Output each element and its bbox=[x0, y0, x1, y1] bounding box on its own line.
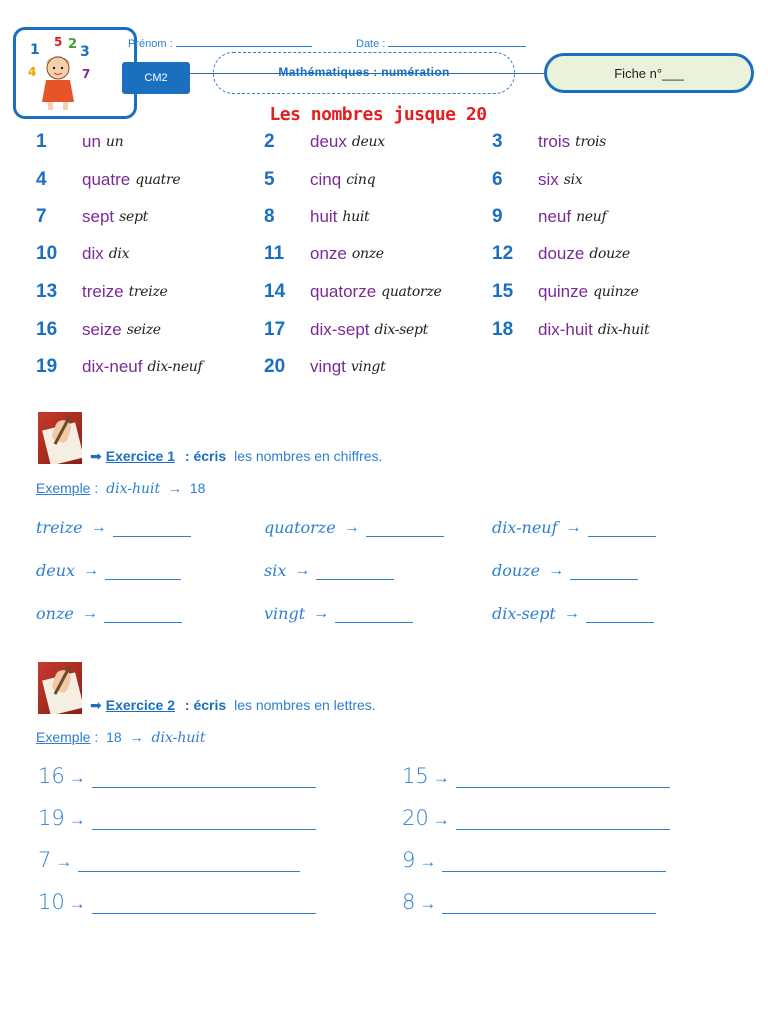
number-word-cursive: deux bbox=[351, 134, 385, 150]
number-digit: 17 bbox=[264, 319, 286, 340]
exercise1-colon: : bbox=[184, 448, 190, 464]
exercise1-question bbox=[264, 561, 394, 580]
exercise1-question bbox=[36, 518, 191, 537]
number-word-cursive: sept bbox=[119, 209, 148, 225]
number-entry bbox=[264, 167, 375, 193]
arrow-right-icon: → bbox=[129, 729, 144, 745]
arrow-right-icon: → bbox=[55, 852, 73, 871]
svg-text:4: 4 bbox=[28, 65, 37, 79]
exercise1-question bbox=[264, 604, 413, 623]
arrow-right-icon: → bbox=[90, 519, 107, 536]
number-word-cursive: huit bbox=[342, 209, 370, 225]
number-word: onze bbox=[310, 244, 347, 263]
subject-banner bbox=[213, 52, 515, 94]
answer-blank[interactable] bbox=[316, 565, 394, 580]
level-badge: CM2 bbox=[122, 62, 190, 94]
answer-blank[interactable] bbox=[570, 565, 638, 580]
number-entry bbox=[36, 354, 202, 380]
number-entry bbox=[264, 279, 442, 305]
number-entry bbox=[264, 354, 385, 380]
exercise2-colon: : bbox=[184, 697, 190, 713]
exercise2-question bbox=[402, 764, 670, 788]
example-label: Exemple bbox=[36, 729, 91, 745]
fiche-number-box bbox=[544, 53, 754, 93]
number-entry bbox=[492, 241, 630, 267]
number-entry bbox=[492, 279, 638, 305]
number-word: sept bbox=[82, 207, 115, 226]
svg-text:1: 1 bbox=[30, 42, 40, 58]
prenom-field[interactable] bbox=[128, 36, 312, 50]
number-entry bbox=[36, 241, 129, 267]
date-field[interactable] bbox=[356, 36, 526, 50]
number-entry bbox=[264, 241, 384, 267]
number-digit: 18 bbox=[492, 319, 514, 340]
number-word-cursive: dix bbox=[108, 246, 130, 262]
number-digit: 16 bbox=[36, 319, 58, 340]
arrow-right-icon: → bbox=[563, 605, 580, 622]
number-word-cursive: dix-sept bbox=[374, 322, 429, 338]
question-number: 16 bbox=[38, 764, 65, 788]
exercise2-question bbox=[38, 806, 316, 830]
number-word: neuf bbox=[538, 207, 572, 226]
arrow-right-icon: → bbox=[68, 810, 86, 829]
number-word-cursive: trois bbox=[575, 134, 607, 150]
question-number: 19 bbox=[38, 806, 65, 830]
exercise1-question bbox=[492, 561, 638, 580]
number-word: treize bbox=[82, 282, 124, 301]
question-number: 8 bbox=[402, 890, 416, 914]
arrow-right-icon: → bbox=[419, 852, 437, 871]
question-word: deux bbox=[36, 561, 76, 580]
answer-blank[interactable] bbox=[586, 608, 654, 623]
number-word: dix-huit bbox=[538, 320, 593, 339]
question-number: 7 bbox=[38, 848, 52, 872]
number-word: huit bbox=[310, 207, 338, 226]
exercise2-example: Exemple : 18 → dix-huit bbox=[36, 729, 206, 746]
svg-text:3: 3 bbox=[80, 44, 90, 60]
exercise1-question bbox=[492, 604, 654, 623]
number-digit: 3 bbox=[492, 131, 503, 152]
exercise1-label: Exercice 1 bbox=[105, 448, 176, 464]
question-word: vingt bbox=[264, 604, 306, 623]
answer-blank[interactable] bbox=[92, 813, 316, 830]
number-digit: 9 bbox=[492, 206, 503, 227]
number-word-cursive: treize bbox=[128, 284, 168, 300]
prenom-label: Prénom : bbox=[128, 38, 173, 50]
number-word-cursive: douze bbox=[589, 246, 630, 262]
number-digit: 11 bbox=[264, 243, 285, 264]
exercise1-question bbox=[36, 604, 182, 623]
number-entry bbox=[492, 129, 606, 155]
number-word-cursive: neuf bbox=[576, 209, 607, 225]
number-entry bbox=[492, 204, 606, 230]
example-answer: dix-huit bbox=[151, 730, 206, 746]
answer-blank[interactable] bbox=[456, 771, 670, 788]
arrow-right-icon: → bbox=[419, 894, 437, 913]
answer-blank[interactable] bbox=[92, 897, 316, 914]
answer-blank[interactable] bbox=[92, 771, 316, 788]
arrow-right-icon: ➡ bbox=[90, 448, 102, 464]
number-entry bbox=[264, 317, 428, 343]
number-entry bbox=[492, 167, 582, 193]
subject-title: Mathématiques : numération bbox=[278, 65, 450, 79]
svg-text:2: 2 bbox=[68, 37, 78, 52]
number-word: vingt bbox=[310, 357, 346, 376]
exercise1-question bbox=[264, 518, 444, 537]
number-word-cursive: dix-neuf bbox=[147, 359, 203, 375]
number-word: quatre bbox=[82, 170, 131, 189]
arrow-right-icon: → bbox=[68, 768, 86, 787]
number-word: un bbox=[82, 132, 101, 151]
number-word-cursive: vingt bbox=[350, 359, 386, 375]
arrow-right-icon: → bbox=[565, 519, 582, 536]
number-word: deux bbox=[310, 132, 347, 151]
date-label: Date : bbox=[356, 38, 386, 50]
exercise2-question bbox=[38, 890, 316, 914]
number-entry bbox=[36, 317, 161, 343]
question-word: dix-sept bbox=[492, 604, 556, 623]
arrow-right-icon: → bbox=[83, 562, 100, 579]
arrow-right-icon: → bbox=[81, 605, 98, 622]
number-digit: 2 bbox=[264, 131, 275, 152]
number-digit: 4 bbox=[36, 169, 47, 190]
number-digit: 19 bbox=[36, 356, 58, 377]
number-word-cursive: seize bbox=[126, 322, 161, 338]
answer-blank[interactable] bbox=[104, 608, 182, 623]
exercise2-label: Exercice 2 bbox=[105, 697, 176, 713]
exercise1-question bbox=[492, 518, 656, 537]
number-entry bbox=[492, 317, 649, 343]
number-digit: 7 bbox=[36, 206, 47, 227]
question-word: six bbox=[264, 561, 287, 580]
number-entry bbox=[264, 204, 369, 230]
answer-blank[interactable] bbox=[456, 813, 670, 830]
number-digit: 6 bbox=[492, 169, 503, 190]
question-word: douze bbox=[492, 561, 541, 580]
exercise2-question bbox=[38, 764, 316, 788]
number-digit: 8 bbox=[264, 206, 275, 227]
question-word: treize bbox=[36, 518, 83, 537]
number-word-cursive: quinze bbox=[593, 284, 639, 300]
question-word: dix-neuf bbox=[492, 518, 558, 537]
date-blank[interactable] bbox=[388, 36, 526, 47]
example-number: 18 bbox=[106, 729, 122, 745]
number-entry bbox=[36, 129, 123, 155]
answer-blank[interactable] bbox=[366, 522, 444, 537]
question-number: 10 bbox=[38, 890, 65, 914]
exercise1-question bbox=[36, 561, 181, 580]
number-word: seize bbox=[82, 320, 122, 339]
exercise2-question bbox=[402, 806, 670, 830]
number-word-cursive: quatorze bbox=[381, 284, 442, 300]
arrow-right-icon: → bbox=[432, 810, 450, 829]
answer-blank[interactable] bbox=[78, 855, 300, 872]
exercise2-question bbox=[402, 848, 666, 872]
number-word-cursive: dix-huit bbox=[597, 322, 650, 338]
arrow-right-icon: → bbox=[294, 562, 311, 579]
answer-blank[interactable] bbox=[113, 522, 191, 537]
exercise2-question bbox=[38, 848, 300, 872]
number-entry bbox=[264, 129, 385, 155]
number-digit: 20 bbox=[264, 356, 286, 377]
number-digit: 15 bbox=[492, 281, 514, 302]
number-digit: 12 bbox=[492, 243, 514, 264]
number-word: dix-sept bbox=[310, 320, 370, 339]
example-label: Exemple bbox=[36, 480, 91, 496]
arrow-right-icon: → bbox=[168, 480, 182, 496]
writing-hand-icon bbox=[38, 662, 82, 714]
number-word-cursive: quatre bbox=[135, 172, 181, 188]
number-word-cursive: un bbox=[105, 134, 124, 150]
number-word: quinze bbox=[538, 282, 589, 301]
prenom-blank[interactable] bbox=[176, 36, 312, 47]
number-digit: 14 bbox=[264, 281, 286, 302]
exercise2-text: les nombres en lettres. bbox=[234, 697, 376, 713]
exercise2-verb: écris bbox=[193, 697, 227, 713]
question-word: onze bbox=[36, 604, 74, 623]
number-word: trois bbox=[538, 132, 571, 151]
arrow-right-icon: → bbox=[548, 562, 565, 579]
exercise1-verb: écris bbox=[193, 448, 227, 464]
answer-blank[interactable] bbox=[442, 897, 656, 914]
number-digit: 5 bbox=[264, 169, 275, 190]
number-word: six bbox=[538, 170, 559, 189]
number-word: dix bbox=[82, 244, 104, 263]
example-word: dix-huit bbox=[106, 481, 161, 497]
number-entry bbox=[36, 279, 168, 305]
number-word: dix-neuf bbox=[82, 357, 143, 376]
number-word-cursive: cinq bbox=[346, 172, 376, 188]
number-digit: 1 bbox=[36, 131, 47, 152]
writing-hand-icon bbox=[38, 412, 82, 464]
arrow-right-icon: → bbox=[313, 605, 330, 622]
svg-text:5: 5 bbox=[54, 35, 63, 49]
exercise1-text: les nombres en chiffres. bbox=[234, 448, 383, 464]
number-word-cursive: six bbox=[563, 172, 583, 188]
arrow-right-icon: → bbox=[343, 519, 360, 536]
question-number: 15 bbox=[402, 764, 429, 788]
answer-blank[interactable] bbox=[588, 522, 656, 537]
arrow-right-icon: → bbox=[432, 768, 450, 787]
fiche-label: Fiche n°___ bbox=[614, 65, 684, 81]
example-answer: 18 bbox=[189, 480, 206, 496]
question-word: quatorze bbox=[264, 518, 336, 537]
number-word: quatorze bbox=[310, 282, 377, 301]
number-digit: 10 bbox=[36, 243, 58, 264]
number-digit: 13 bbox=[36, 281, 58, 302]
answer-blank[interactable] bbox=[442, 855, 666, 872]
question-number: 9 bbox=[402, 848, 416, 872]
answer-blank[interactable] bbox=[105, 565, 181, 580]
page-title: Les nombres jusque 20 bbox=[269, 104, 487, 125]
arrow-right-icon: → bbox=[68, 894, 86, 913]
exercise2-instruction bbox=[90, 697, 376, 714]
number-word: cinq bbox=[310, 170, 342, 189]
question-number: 20 bbox=[402, 806, 429, 830]
exercise1-instruction bbox=[90, 448, 382, 465]
exercise2-question bbox=[402, 890, 656, 914]
number-word: douze bbox=[538, 244, 585, 263]
answer-blank[interactable] bbox=[335, 608, 413, 623]
arrow-right-icon: ➡ bbox=[90, 697, 102, 713]
svg-text:7: 7 bbox=[82, 67, 91, 81]
number-entry bbox=[36, 204, 148, 230]
number-entry bbox=[36, 167, 180, 193]
exercise1-example: Exemple : dix-huit → 18 bbox=[36, 480, 206, 497]
number-word-cursive: onze bbox=[351, 246, 384, 262]
